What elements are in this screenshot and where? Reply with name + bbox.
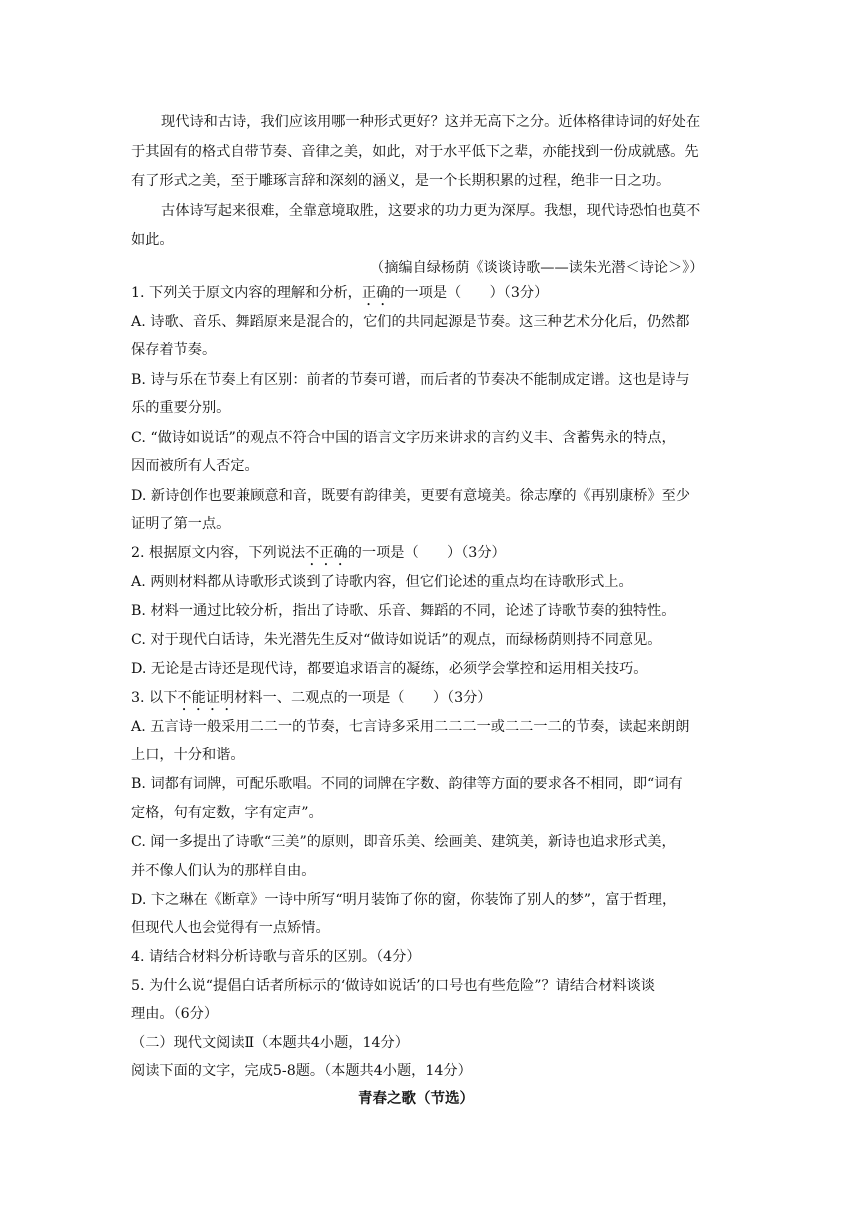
option-c: C. 闻一多提出了诗歌“三美”的原则，即音乐美、绘画美、建筑美，新诗也追求形式美， [131,834,676,850]
stem-text: 的一项是（ ）（3分） [390,285,549,301]
passage-line: 于其固有的格式自带节奏、音律之美，如此，对于水平低下之辈，亦能找到一份成就感。先 [131,144,699,160]
passage-line: 古体诗写起来很难，全靠意境取胜，这要求的功力更为深厚。我想，现代诗恐怕也莫不 [161,203,701,219]
question-2-stem [131,543,506,569]
stem-text: 3. 以下 [131,690,178,706]
passage-line: 现代诗和古诗，我们应该用哪一种形式更好？这并无高下之分。近体格律诗词的好处在 [161,114,701,130]
stem-text: 材料一、二观点的一项是（ ）（3分） [234,690,492,706]
option-b: B. 词都有词牌，可配乐歌唱。不同的词牌在字数、韵律等方面的要求各不相同，即“词有 [131,776,683,792]
passage-title: 青春之歌（节选） [358,1090,474,1107]
passage-line: 有了形式之美，至于雕琢言辞和深刻的涵义，是一个长期积累的过程，绝非一日之功。 [131,173,671,189]
option-a: A. 两则材料都从诗歌形式谈到了诗歌内容，但它们论述的重点均在诗歌形式上。 [131,574,633,590]
question-5: 5. 为什么说“提倡白话者所标示的‘做诗如说话’的口号也有些危险”？请结合材料谈谈 [131,978,655,994]
section-instruction: 阅读下面的文字，完成5-8题。（本题共4小题，14分） [131,1063,472,1079]
option-b: B. 材料一通过比较分析，指出了诗歌、乐音、舞蹈的不同，论述了诗歌节奏的独特性。 [131,603,676,619]
question-1-stem [131,283,548,309]
option-b-cont: 定格，句有定数，字有定声”。 [131,805,323,821]
option-c-cont: 并不像人们认为的那样自由。 [131,863,316,879]
option-c-cont: 因而被所有人否定。 [131,458,259,474]
option-d: D. 卞之琳在《断章》一诗中所写“明月装饰了你的窗，你装饰了别人的梦”，富于哲理， [131,892,677,908]
option-a-cont: 保存着节奏。 [131,342,217,358]
option-d: D. 新诗创作也要兼顾意和音，既要有韵律美，更要有意境美。徐志摩的《再别康桥》至少 [131,488,691,504]
option-c: C. 对于现代白话诗，朱光潜先生反对“做诗如说话”的观点，而绿杨荫则持不同意见。 [131,632,662,648]
emphasis-text: 不正确 [305,545,348,561]
question-5-cont: 理由。（6分） [131,1006,219,1022]
option-a: A. 诗歌、音乐、舞蹈原来是混合的，它们的共同起源是节奏。这三种艺术分化后，仍然都 [131,314,690,330]
emphasis-text: 正确 [361,285,391,301]
option-d-cont: 证明了第一点。 [131,516,231,532]
option-b-cont: 乐的重要分别。 [131,400,231,416]
section-heading: （二）现代文阅读Ⅱ（本题共4小题，14分） [131,1035,409,1051]
option-a: A. 五言诗一般采用二二一的节奏，七言诗多采用二二二一或二二一二的节奏，读起来朗朗 [131,719,690,735]
stem-text: 的一项是（ ）（3分） [347,545,506,561]
option-d-cont: 但现代人也会觉得有一点矫情。 [131,920,330,936]
question-4: 4. 请结合材料分析诗歌与音乐的区别。（4分） [131,949,421,965]
stem-text: 1. 下列关于原文内容的理解和分析， [131,285,362,301]
option-b: B. 诗与乐在节奏上有区别：前者的节奏可谱，而后者的节奏决不能制成定谱。这也是诗与 [131,372,690,388]
option-d: D. 无论是古诗还是现代诗，都要追求语言的凝练，必须学会掌控和运用相关技巧。 [131,661,648,677]
question-3-stem [131,688,492,714]
emphasis-text: 不能证明 [177,690,235,706]
passage-line: 如此。 [131,232,174,248]
option-a-cont: 上口，十分和谐。 [131,747,245,763]
option-c: C. “做诗如说话”的观点不符合中国的语言文字历来讲求的言约义丰、含蓄隽永的特点， [131,430,676,446]
stem-text: 2. 根据原文内容，下列说法 [131,545,306,561]
source-citation: （摘编自绿杨荫《谈谈诗歌——读朱光潜＜诗论＞》） [370,260,704,276]
